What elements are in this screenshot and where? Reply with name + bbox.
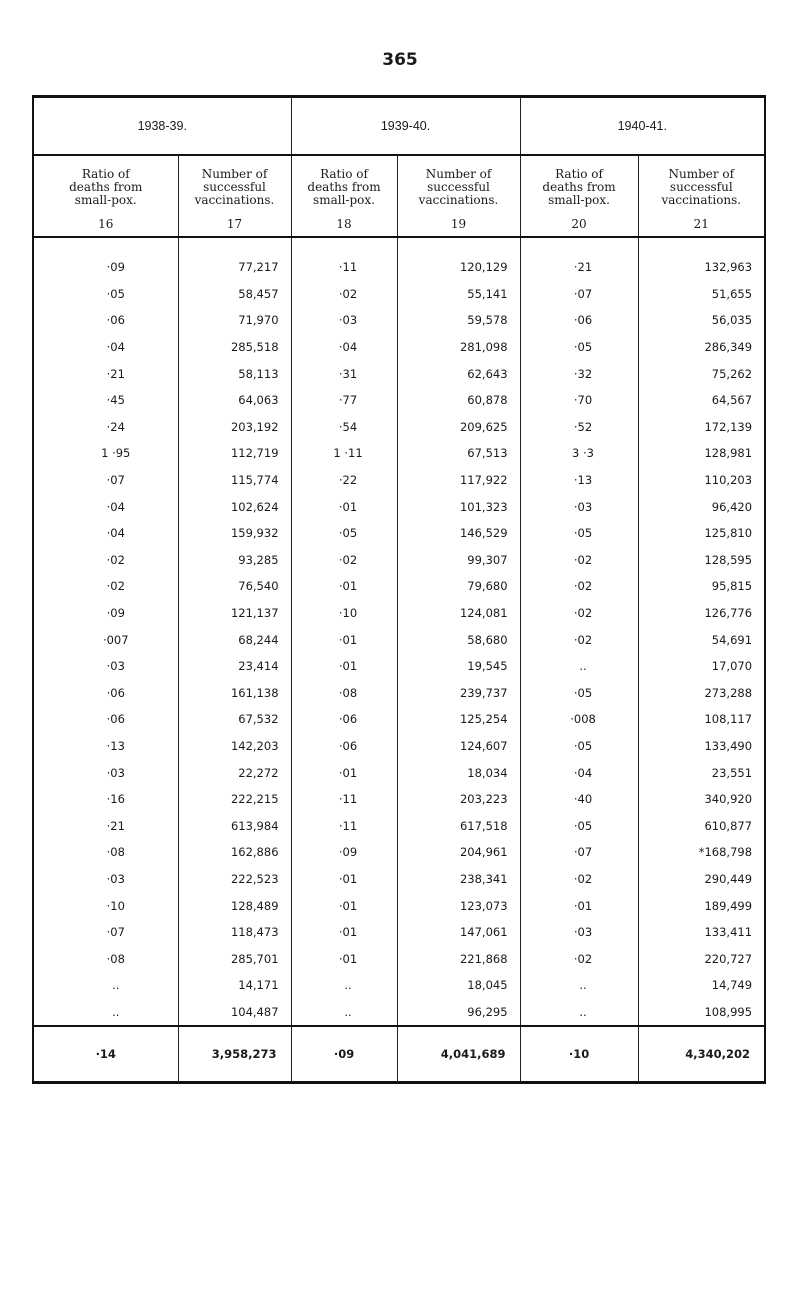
vaccinations-cell: 54,691: [638, 626, 765, 653]
ratio-cell: ·03: [520, 919, 638, 946]
vaccinations-cell: 79,680: [397, 573, 520, 600]
ratio-cell: ·04: [33, 520, 178, 547]
vaccinations-cell: 147,061: [397, 919, 520, 946]
table-row: [33, 467, 765, 494]
ratio-cell: ·11: [291, 812, 397, 839]
vaccinations-cell: 132,963: [638, 254, 765, 281]
ratio-cell: ·45: [33, 387, 178, 414]
ratio-cell: ·10: [33, 892, 178, 919]
page-number: 365: [382, 50, 418, 70]
ratio-cell: ·05: [520, 680, 638, 707]
ratio-cell: ·05: [520, 812, 638, 839]
ratio-cell: ·01: [291, 892, 397, 919]
vaccinations-cell: 58,680: [397, 626, 520, 653]
column-number-row: [33, 212, 765, 237]
vaccinations-cell: 108,117: [638, 706, 765, 733]
ratio-cell: ·13: [520, 467, 638, 494]
ratio-cell: ..: [520, 653, 638, 680]
vaccination-table: [32, 95, 766, 1084]
column-number: 21: [638, 212, 765, 237]
total-ratio-1939-40: ·09: [291, 1026, 397, 1083]
vaccinations-cell: 75,262: [638, 360, 765, 387]
vaccinations-cell: 67,513: [397, 440, 520, 467]
ratio-cell: ·31: [291, 360, 397, 387]
vaccinations-cell: 617,518: [397, 812, 520, 839]
table-row: [33, 733, 765, 760]
vaccinations-cell: 222,523: [178, 866, 291, 893]
ratio-cell: ·01: [291, 945, 397, 972]
ratio-cell: ·11: [291, 254, 397, 281]
vaccinations-cell: 112,719: [178, 440, 291, 467]
ratio-cell: ·16: [33, 786, 178, 813]
vaccinations-cell: 238,341: [397, 866, 520, 893]
table-row: [33, 281, 765, 308]
vaccinations-cell: 14,171: [178, 972, 291, 999]
ratio-cell: ·06: [33, 680, 178, 707]
ratio-cell: ·03: [33, 759, 178, 786]
ratio-cell: ·06: [520, 307, 638, 334]
ratio-cell: ·05: [520, 334, 638, 361]
ratio-cell: ·02: [291, 547, 397, 574]
column-header: Ratio of deaths from small-pox.: [33, 155, 178, 212]
ratio-cell: ·21: [33, 812, 178, 839]
vaccinations-cell: 239,737: [397, 680, 520, 707]
table-row: [33, 254, 765, 281]
ratio-cell: ·02: [520, 945, 638, 972]
column-header: Number of successful vaccinations.: [638, 155, 765, 212]
ratio-cell: ·007: [33, 626, 178, 653]
total-vaccinations-1939-40: 4,041,689: [397, 1026, 520, 1083]
vaccinations-cell: 104,487: [178, 999, 291, 1027]
ratio-cell: ·06: [33, 307, 178, 334]
ratio-cell: ..: [291, 999, 397, 1027]
vaccinations-cell: 340,920: [638, 786, 765, 813]
vaccinations-cell: 121,137: [178, 600, 291, 627]
ratio-cell: ·08: [33, 839, 178, 866]
ratio-cell: ·05: [520, 733, 638, 760]
column-number: 16: [33, 212, 178, 237]
ratio-cell: ·21: [520, 254, 638, 281]
ratio-cell: ·24: [33, 414, 178, 441]
ratio-cell: ·01: [291, 626, 397, 653]
vaccinations-cell: 76,540: [178, 573, 291, 600]
table-row: [33, 414, 765, 441]
vaccinations-cell: 59,578: [397, 307, 520, 334]
vaccinations-cell: 123,073: [397, 892, 520, 919]
vaccinations-cell: 162,886: [178, 839, 291, 866]
ratio-cell: ·05: [291, 520, 397, 547]
vaccinations-cell: 281,098: [397, 334, 520, 361]
ratio-cell: ·04: [33, 334, 178, 361]
vaccinations-cell: 108,995: [638, 999, 765, 1027]
ratio-cell: ·07: [33, 467, 178, 494]
vaccinations-cell: 125,254: [397, 706, 520, 733]
vaccinations-cell: 613,984: [178, 812, 291, 839]
ratio-cell: ·09: [33, 254, 178, 281]
ratio-cell: ·09: [291, 839, 397, 866]
vaccinations-cell: 99,307: [397, 547, 520, 574]
ratio-cell: ·32: [520, 360, 638, 387]
ratio-cell: ·06: [33, 706, 178, 733]
vaccinations-cell: 286,349: [638, 334, 765, 361]
ratio-cell: ·11: [291, 786, 397, 813]
vaccinations-cell: 222,215: [178, 786, 291, 813]
vaccinations-cell: 23,414: [178, 653, 291, 680]
vaccinations-cell: 204,961: [397, 839, 520, 866]
vaccinations-cell: 142,203: [178, 733, 291, 760]
vaccinations-cell: 125,810: [638, 520, 765, 547]
year-header-1940-41: 1940-41.: [520, 97, 765, 156]
ratio-cell: ·03: [33, 866, 178, 893]
vaccinations-cell: 159,932: [178, 520, 291, 547]
ratio-cell: ·05: [33, 281, 178, 308]
ratio-cell: ·13: [33, 733, 178, 760]
ratio-cell: ·54: [291, 414, 397, 441]
ratio-cell: ·02: [520, 600, 638, 627]
vaccinations-cell: 172,139: [638, 414, 765, 441]
vaccinations-cell: 133,490: [638, 733, 765, 760]
ratio-cell: ·02: [33, 547, 178, 574]
column-number: 19: [397, 212, 520, 237]
ratio-cell: ·02: [520, 547, 638, 574]
total-vaccinations-1940-41: 4,340,202: [638, 1026, 765, 1083]
vaccinations-cell: 71,970: [178, 307, 291, 334]
vaccinations-cell: 117,922: [397, 467, 520, 494]
vaccinations-cell: 128,595: [638, 547, 765, 574]
vaccination-table-container: [32, 95, 764, 1084]
vaccinations-cell: 17,070: [638, 653, 765, 680]
table-row: [33, 600, 765, 627]
ratio-cell: ·02: [520, 573, 638, 600]
ratio-cell: ·02: [33, 573, 178, 600]
vaccinations-cell: 203,223: [397, 786, 520, 813]
table-row: [33, 786, 765, 813]
ratio-cell: ..: [33, 972, 178, 999]
vaccinations-cell: 285,701: [178, 945, 291, 972]
ratio-cell: ·08: [33, 945, 178, 972]
vaccinations-cell: 146,529: [397, 520, 520, 547]
table-row: [33, 387, 765, 414]
ratio-cell: ·01: [291, 653, 397, 680]
ratio-cell: ·40: [520, 786, 638, 813]
table-row: [33, 573, 765, 600]
table-row: [33, 839, 765, 866]
vaccinations-cell: 285,518: [178, 334, 291, 361]
vaccinations-cell: 96,420: [638, 493, 765, 520]
year-header-1939-40: 1939-40.: [291, 97, 520, 156]
table-row: [33, 812, 765, 839]
table-row: [33, 999, 765, 1027]
ratio-cell: ·70: [520, 387, 638, 414]
table-row: [33, 919, 765, 946]
table-row: [33, 892, 765, 919]
vaccinations-cell: 203,192: [178, 414, 291, 441]
ratio-cell: ·07: [33, 919, 178, 946]
table-row: [33, 626, 765, 653]
ratio-cell: ·02: [520, 866, 638, 893]
ratio-cell: ·52: [520, 414, 638, 441]
vaccinations-cell: 221,868: [397, 945, 520, 972]
vaccinations-cell: 55,141: [397, 281, 520, 308]
column-header: Ratio of deaths from small-pox.: [520, 155, 638, 212]
vaccinations-cell: 610,877: [638, 812, 765, 839]
ratio-cell: ·04: [291, 334, 397, 361]
vaccinations-cell: 56,035: [638, 307, 765, 334]
ratio-cell: ·01: [291, 919, 397, 946]
vaccinations-cell: 209,625: [397, 414, 520, 441]
vaccinations-cell: 189,499: [638, 892, 765, 919]
ratio-cell: 1 ·95: [33, 440, 178, 467]
table-row: [33, 360, 765, 387]
vaccinations-cell: 118,473: [178, 919, 291, 946]
vaccinations-cell: 19,545: [397, 653, 520, 680]
table-row: [33, 547, 765, 574]
vaccinations-cell: 128,489: [178, 892, 291, 919]
table-row: [33, 759, 765, 786]
ratio-cell: ..: [291, 972, 397, 999]
vaccinations-cell: 93,285: [178, 547, 291, 574]
column-header-row: [33, 155, 765, 212]
vaccinations-cell: 102,624: [178, 493, 291, 520]
table-row: [33, 307, 765, 334]
ratio-cell: ·77: [291, 387, 397, 414]
ratio-cell: ·03: [520, 493, 638, 520]
spacer-row: [33, 237, 765, 254]
table-row: [33, 334, 765, 361]
year-header-1938-39: 1938-39.: [33, 97, 291, 156]
vaccinations-cell: 101,323: [397, 493, 520, 520]
vaccinations-cell: 22,272: [178, 759, 291, 786]
ratio-cell: ·01: [291, 759, 397, 786]
vaccinations-cell: 110,203: [638, 467, 765, 494]
vaccinations-cell: 51,655: [638, 281, 765, 308]
vaccinations-cell: 115,774: [178, 467, 291, 494]
vaccinations-cell: 64,567: [638, 387, 765, 414]
table-row: [33, 866, 765, 893]
ratio-cell: ·04: [520, 759, 638, 786]
column-header: Ratio of deaths from small-pox.: [291, 155, 397, 212]
vaccinations-cell: 96,295: [397, 999, 520, 1027]
ratio-cell: ·06: [291, 733, 397, 760]
ratio-cell: ·03: [291, 307, 397, 334]
ratio-cell: ·07: [520, 281, 638, 308]
table-body: [33, 237, 765, 1026]
vaccinations-cell: 62,643: [397, 360, 520, 387]
vaccinations-cell: 124,081: [397, 600, 520, 627]
total-vaccinations-1938-39: 3,958,273: [178, 1026, 291, 1083]
ratio-cell: ·22: [291, 467, 397, 494]
column-header: Number of successful vaccinations.: [397, 155, 520, 212]
vaccinations-cell: 133,411: [638, 919, 765, 946]
ratio-cell: ·08: [291, 680, 397, 707]
column-header: Number of successful vaccinations.: [178, 155, 291, 212]
ratio-cell: ·04: [33, 493, 178, 520]
ratio-cell: ·07: [520, 839, 638, 866]
vaccinations-cell: 18,045: [397, 972, 520, 999]
table-row: [33, 653, 765, 680]
ratio-cell: ·008: [520, 706, 638, 733]
table-row: [33, 945, 765, 972]
ratio-cell: 1 ·11: [291, 440, 397, 467]
table-row: [33, 440, 765, 467]
ratio-cell: ·01: [291, 573, 397, 600]
vaccinations-cell: 126,776: [638, 600, 765, 627]
vaccinations-cell: 64,063: [178, 387, 291, 414]
table-row: [33, 972, 765, 999]
ratio-cell: ·21: [33, 360, 178, 387]
vaccinations-cell: 68,244: [178, 626, 291, 653]
ratio-cell: ·02: [291, 281, 397, 308]
total-ratio-1940-41: ·10: [520, 1026, 638, 1083]
vaccinations-cell: 18,034: [397, 759, 520, 786]
table-row: [33, 680, 765, 707]
ratio-cell: ·01: [291, 493, 397, 520]
ratio-cell: ·09: [33, 600, 178, 627]
vaccinations-cell: 161,138: [178, 680, 291, 707]
vaccinations-cell: 77,217: [178, 254, 291, 281]
ratio-cell: ·01: [520, 892, 638, 919]
vaccinations-cell: 67,532: [178, 706, 291, 733]
ratio-cell: ..: [520, 999, 638, 1027]
vaccinations-cell: 128,981: [638, 440, 765, 467]
ratio-cell: ·01: [291, 866, 397, 893]
vaccinations-cell: 58,457: [178, 281, 291, 308]
vaccinations-cell: 273,288: [638, 680, 765, 707]
vaccinations-cell: 14,749: [638, 972, 765, 999]
vaccinations-cell: 95,815: [638, 573, 765, 600]
column-number: 18: [291, 212, 397, 237]
ratio-cell: 3 ·3: [520, 440, 638, 467]
ratio-cell: ..: [33, 999, 178, 1027]
vaccinations-cell: 23,551: [638, 759, 765, 786]
ratio-cell: ..: [520, 972, 638, 999]
vaccinations-cell: 60,878: [397, 387, 520, 414]
ratio-cell: ·06: [291, 706, 397, 733]
vaccinations-cell: 120,129: [397, 254, 520, 281]
ratio-cell: ·03: [33, 653, 178, 680]
totals-row: [33, 1026, 765, 1083]
table-row: [33, 706, 765, 733]
column-number: 20: [520, 212, 638, 237]
vaccinations-cell: 220,727: [638, 945, 765, 972]
column-number: 17: [178, 212, 291, 237]
table-row: [33, 520, 765, 547]
ratio-cell: ·02: [520, 626, 638, 653]
year-header-row: [33, 97, 765, 156]
vaccinations-cell: 290,449: [638, 866, 765, 893]
total-ratio-1938-39: ·14: [33, 1026, 178, 1083]
vaccinations-cell: *168,798: [638, 839, 765, 866]
vaccinations-cell: 58,113: [178, 360, 291, 387]
table-row: [33, 493, 765, 520]
ratio-cell: ·05: [520, 520, 638, 547]
vaccinations-cell: 124,607: [397, 733, 520, 760]
ratio-cell: ·10: [291, 600, 397, 627]
